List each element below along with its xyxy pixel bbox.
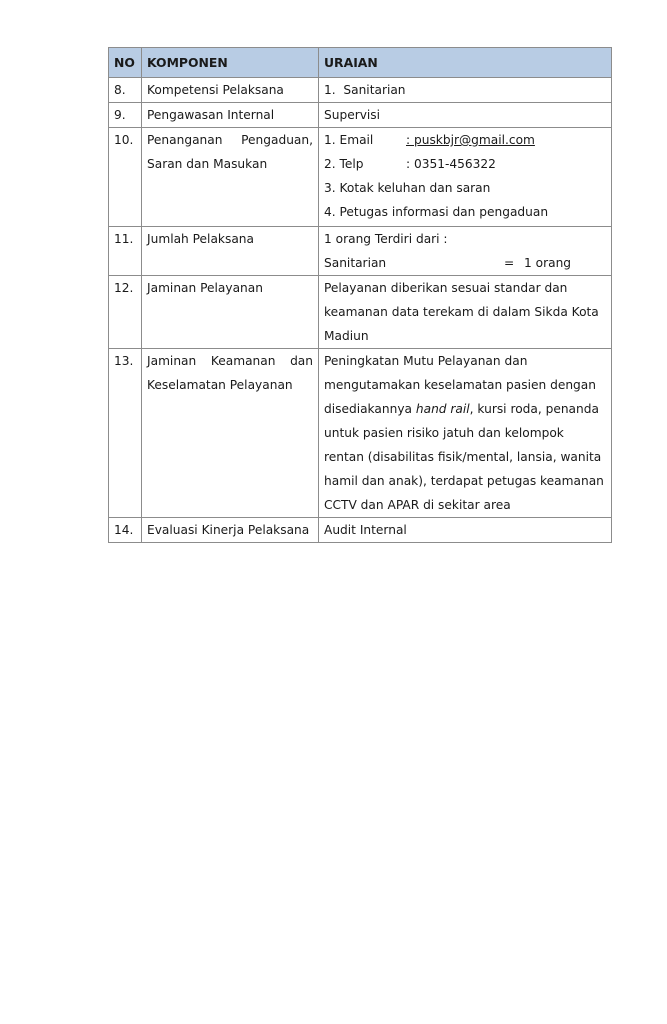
table-row — [109, 276, 612, 349]
komponen-cell: Evaluasi Kinerja Pelaksana — [142, 518, 319, 543]
equals-sign: = — [504, 256, 515, 270]
table-header-row — [109, 48, 612, 78]
staff-total-line: 1 orang Terdiri dari : — [324, 232, 448, 246]
email-line — [324, 128, 606, 152]
komponen-cell: Kompetensi Pelaksana — [142, 78, 319, 103]
header-komponen: KOMPONEN — [142, 48, 319, 78]
komponen-line: Penanganan Pengaduan, — [147, 133, 313, 147]
uraian-italic: hand rail — [415, 402, 470, 416]
info-officer-item: 4. Petugas informasi dan pengaduan — [324, 205, 549, 219]
header-no: NO — [109, 48, 142, 78]
uraian-text: Peningkatan Mutu Pelayanan dan mengutamakan keselamatan pasien dengan disediakannya — [324, 354, 596, 416]
row-number: 14. — [109, 518, 142, 543]
komponen-cell: Jumlah Pelaksana — [142, 227, 319, 276]
uraian-cell — [319, 349, 612, 518]
table-row — [109, 128, 612, 227]
service-standard-table — [108, 47, 612, 543]
row-number: 11. — [109, 227, 142, 276]
uraian-cell — [319, 128, 612, 227]
uraian-text: , kursi roda, penanda untuk pasien risiko jatuh dan kelompok rentan (disabilitas fisik/mental, lansia, wanita hamil dan anak), terdapat petugas keamanan CCTV dan APAR di sekitar area — [324, 402, 604, 512]
komponen-line: Keselamatan Pelayanan — [147, 378, 293, 392]
telp-value: : 0351-456322 — [406, 157, 496, 171]
row-number: 8. — [109, 78, 142, 103]
row-number: 9. — [109, 103, 142, 128]
email-link[interactable]: : puskbjr@gmail.com — [406, 133, 535, 147]
staff-role: Sanitarian — [324, 256, 387, 270]
table-row — [109, 78, 612, 103]
komponen-cell: Pengawasan Internal — [142, 103, 319, 128]
staff-breakdown-line — [324, 251, 606, 275]
staff-count: 1 orang — [524, 256, 572, 270]
telp-line — [324, 152, 606, 176]
komponen-cell — [142, 349, 319, 518]
table-row — [109, 103, 612, 128]
row-number: 12. — [109, 276, 142, 349]
komponen-cell: Jaminan Pelayanan — [142, 276, 319, 349]
uraian-cell: 1. Sanitarian — [319, 78, 612, 103]
complaint-box-item: 3. Kotak keluhan dan saran — [324, 181, 491, 195]
uraian-cell: Pelayanan diberikan sesuai standar dan keamanan data terekam di dalam Sikda Kota Madiun — [319, 276, 612, 349]
uraian-cell: Audit Internal — [319, 518, 612, 543]
uraian-cell: Supervisi — [319, 103, 612, 128]
uraian-cell — [319, 227, 612, 276]
komponen-line: Jaminan Keamanan dan — [147, 354, 313, 368]
komponen-cell — [142, 128, 319, 227]
table-row — [109, 227, 612, 276]
table-row — [109, 518, 612, 543]
email-label: 1. Email — [324, 133, 374, 147]
row-number: 13. — [109, 349, 142, 518]
telp-label: 2. Telp — [324, 157, 364, 171]
table-row — [109, 349, 612, 518]
header-uraian: URAIAN — [319, 48, 612, 78]
row-number: 10. — [109, 128, 142, 227]
komponen-line: Saran dan Masukan — [147, 157, 268, 171]
